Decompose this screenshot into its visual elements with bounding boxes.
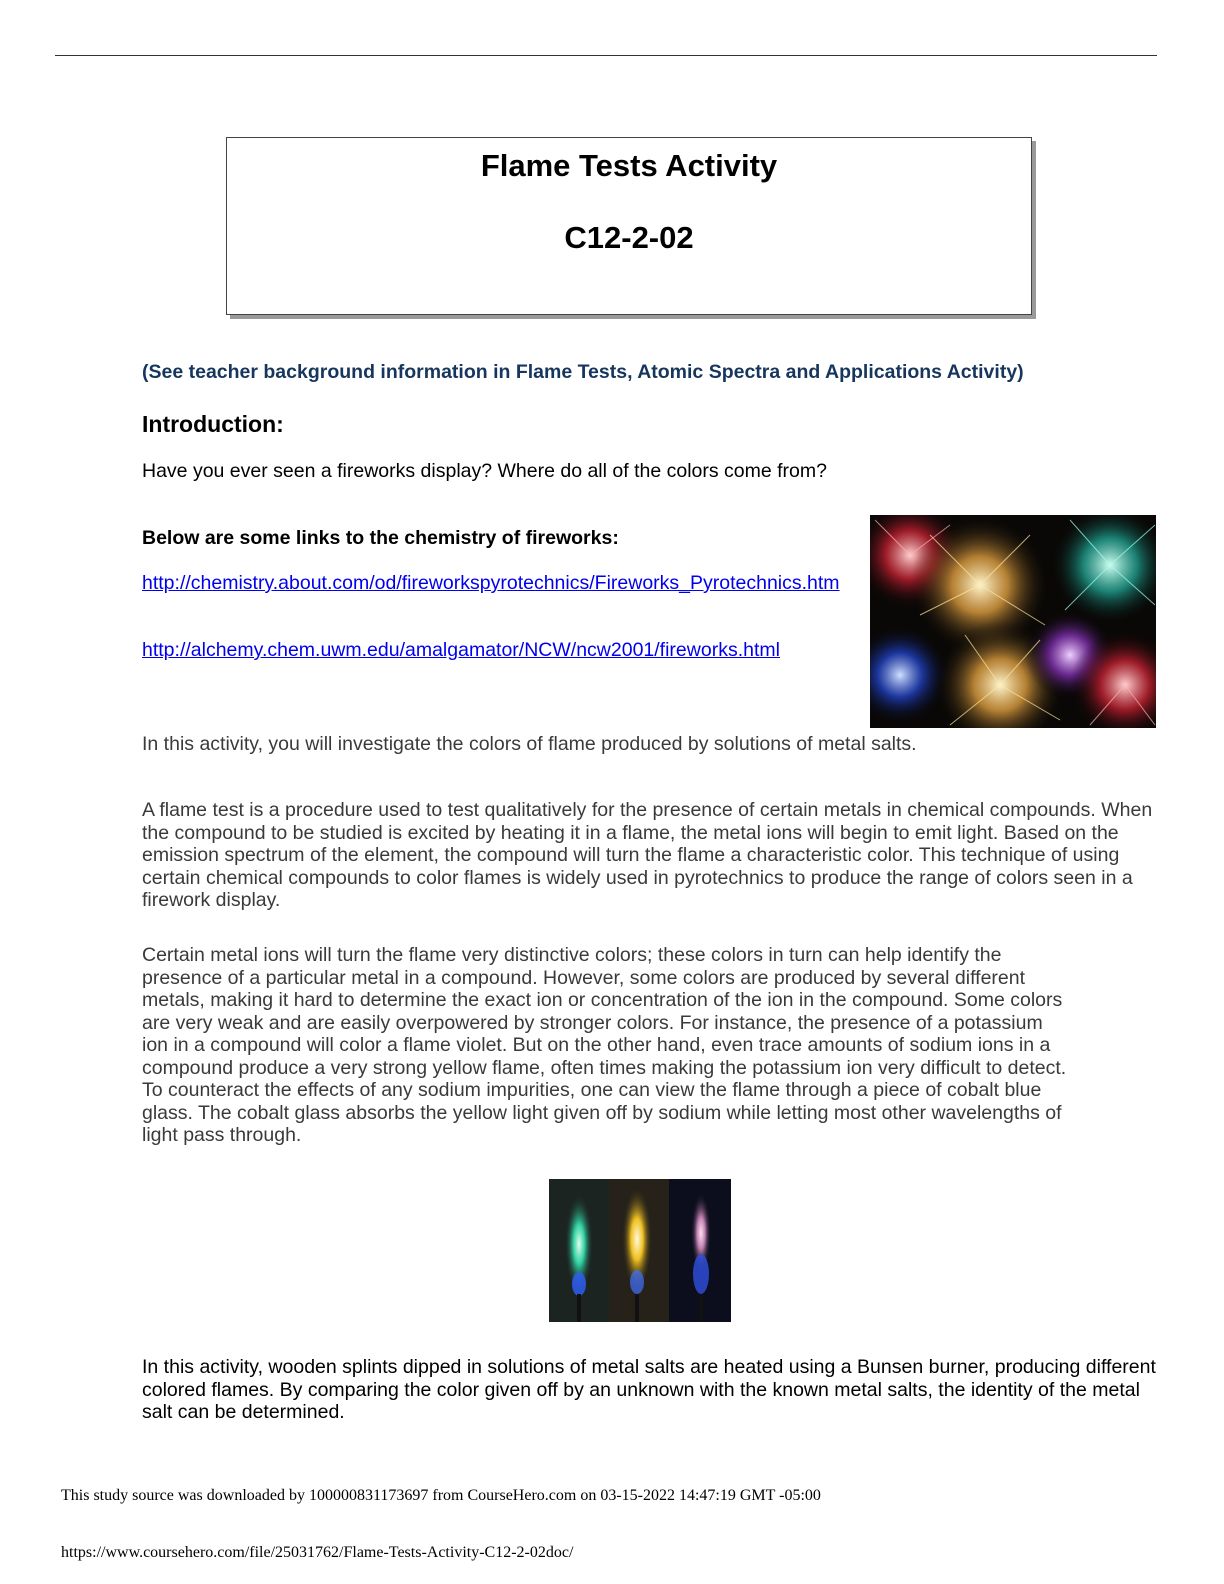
download-source-line: This study source was downloaded by 100000831173697 from CourseHero.com on 03-15-2022 14:47:19 GMT -05:00 [61, 1487, 821, 1504]
fireworks-link-1[interactable]: http://chemistry.about.com/od/fireworkspyrotechnics/Fireworks_Pyrotechnics.htm [142, 572, 840, 594]
intro-question: Have you ever seen a fireworks display? Where do all of the colors come from? [142, 460, 827, 482]
paragraph-procedure: In this activity, wooden splints dipped in solutions of metal salts are heated using a Bunsen burner, producing different colored flames. By comparing the color given off by an unknown with the known metal salts, the identity of the metal salt can be determined. [142, 1356, 1156, 1423]
flames-image [549, 1179, 731, 1322]
page-title: Flame Tests Activity [480, 148, 778, 183]
paragraph-metal-ions: Certain metal ions will turn the flame very distinctive colors; these colors in turn can help identify the presence of a particular metal in a compound. However, some colors are produced by several different metals, making it hard to determine the exact ion or concentration of the ion in the compound. Some colors are very weak and are easily overpowered by stronger colors. For instance, the presence of a potassium ion in a compound will color a flame violet. But on the other hand, even trace amounts of sodium ions in a compound produce a very strong yellow flame, often times making the potassium ion very difficult to detect. To counteract the effects of any sodium impurities, one can view the flame through a piece of cobalt blue glass. The cobalt glass absorbs the yellow light given off by sodium while letting most other wavelengths of light pass through. [142, 944, 1067, 1146]
activity-code: C12-2-02 [564, 220, 694, 255]
paragraph-flame-test: A flame test is a procedure used to test qualitatively for the presence of certain metals in chemical compounds. When the compound to be studied is excited by heating it in a flame, the metal ions will begin to emit light. Based on the emission spectrum of the element, the compound will turn the flame a characteristic color. This technique of using certain chemical compounds to color flames is widely used in pyrotechnics to produce the range of colors seen in a firework display. [142, 799, 1153, 911]
teacher-note: (See teacher background information in Flame Tests, Atomic Spectra and Applications Activity) [142, 361, 1024, 383]
top-rule [55, 55, 1157, 56]
title-box [226, 137, 1032, 315]
fireworks-image [870, 515, 1156, 728]
introduction-heading: Introduction: [142, 411, 284, 437]
paragraph-activity-intro: In this activity, you will investigate the colors of flame produced by solutions of metal salts. [142, 733, 917, 755]
source-url-line: https://www.coursehero.com/file/25031762/Flame-Tests-Activity-C12-2-02doc/ [61, 1544, 574, 1561]
fireworks-link-2[interactable]: http://alchemy.chem.uwm.edu/amalgamator/NCW/ncw2001/fireworks.html [142, 639, 780, 661]
links-heading: Below are some links to the chemistry of fireworks: [142, 527, 619, 549]
